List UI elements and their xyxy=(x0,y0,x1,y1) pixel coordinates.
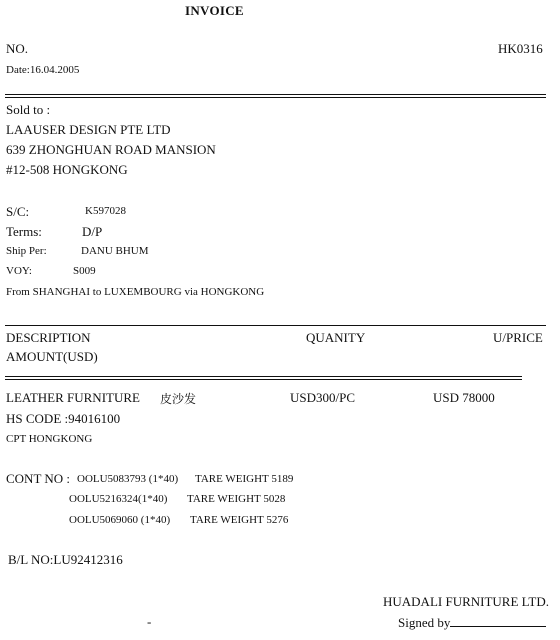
col-amount: AMOUNT(USD) xyxy=(6,349,98,364)
container-no: OOLU5216324(1*40) xyxy=(69,493,168,505)
item-unit-price: USD300/PC xyxy=(290,390,356,405)
container-no: OOLU5069060 (1*40) xyxy=(69,514,171,526)
col-unit-price: U/PRICE xyxy=(493,330,543,345)
shipping-route: From SHANGHAI to LUXEMBOURG via HONGKONG xyxy=(6,286,265,298)
voy-label: VOY: xyxy=(6,265,32,277)
signed-by-label: Signed by xyxy=(398,615,451,630)
ship-per-label: Ship Per: xyxy=(6,245,47,257)
table-header-top-rule xyxy=(5,325,546,326)
invoice-date: Date:16.04.2005 xyxy=(6,64,80,76)
header-divider-top xyxy=(5,94,546,95)
signature-line xyxy=(450,614,546,627)
buyer-address-city: #12-508 HONGKONG xyxy=(6,162,128,177)
col-description: DESCRIPTION xyxy=(6,330,91,345)
terms-value: D/P xyxy=(82,224,103,239)
col-quantity: QUANITY xyxy=(306,330,366,345)
bill-of-lading-number: B/L NO:LU92412316 xyxy=(8,552,123,567)
container-tare: TARE WEIGHT 5028 xyxy=(187,493,286,505)
table-header-rule-b xyxy=(5,379,522,380)
sc-label: S/C: xyxy=(6,204,30,219)
container-label: CONT NO : xyxy=(6,471,71,486)
ship-per-value: DANU BHUM xyxy=(81,245,149,257)
buyer-name: LAAUSER DESIGN PTE LTD xyxy=(6,122,171,137)
buyer-address-line: 639 ZHONGHUAN ROAD MANSION xyxy=(6,142,216,157)
header-divider-bottom xyxy=(5,97,546,98)
table-header-rule-a xyxy=(5,376,522,377)
item-hs-code: HS CODE :94016100 xyxy=(6,411,121,426)
item-amount: USD 78000 xyxy=(433,390,495,405)
item-delivery-terms: CPT HONGKONG xyxy=(6,433,93,445)
terms-label: Terms: xyxy=(6,224,42,239)
container-tare: TARE WEIGHT 5276 xyxy=(190,514,289,526)
signature-block xyxy=(398,614,546,631)
item-name-chinese: 皮沙发 xyxy=(160,392,197,406)
dash-mark: - xyxy=(147,614,152,629)
invoice-number: HK0316 xyxy=(498,41,543,56)
sc-value: K597028 xyxy=(85,205,126,217)
invoice-title: INVOICE xyxy=(185,3,244,18)
invoice-no-label: NO. xyxy=(6,41,29,56)
container-no: OOLU5083793 (1*40) xyxy=(77,473,179,485)
container-tare: TARE WEIGHT 5189 xyxy=(195,473,294,485)
voy-value: S009 xyxy=(73,265,96,277)
item-name: LEATHER FURNITURE xyxy=(6,390,140,405)
seller-company: HUADALI FURNITURE LTD. xyxy=(383,594,549,609)
sold-to-label: Sold to : xyxy=(6,102,51,117)
